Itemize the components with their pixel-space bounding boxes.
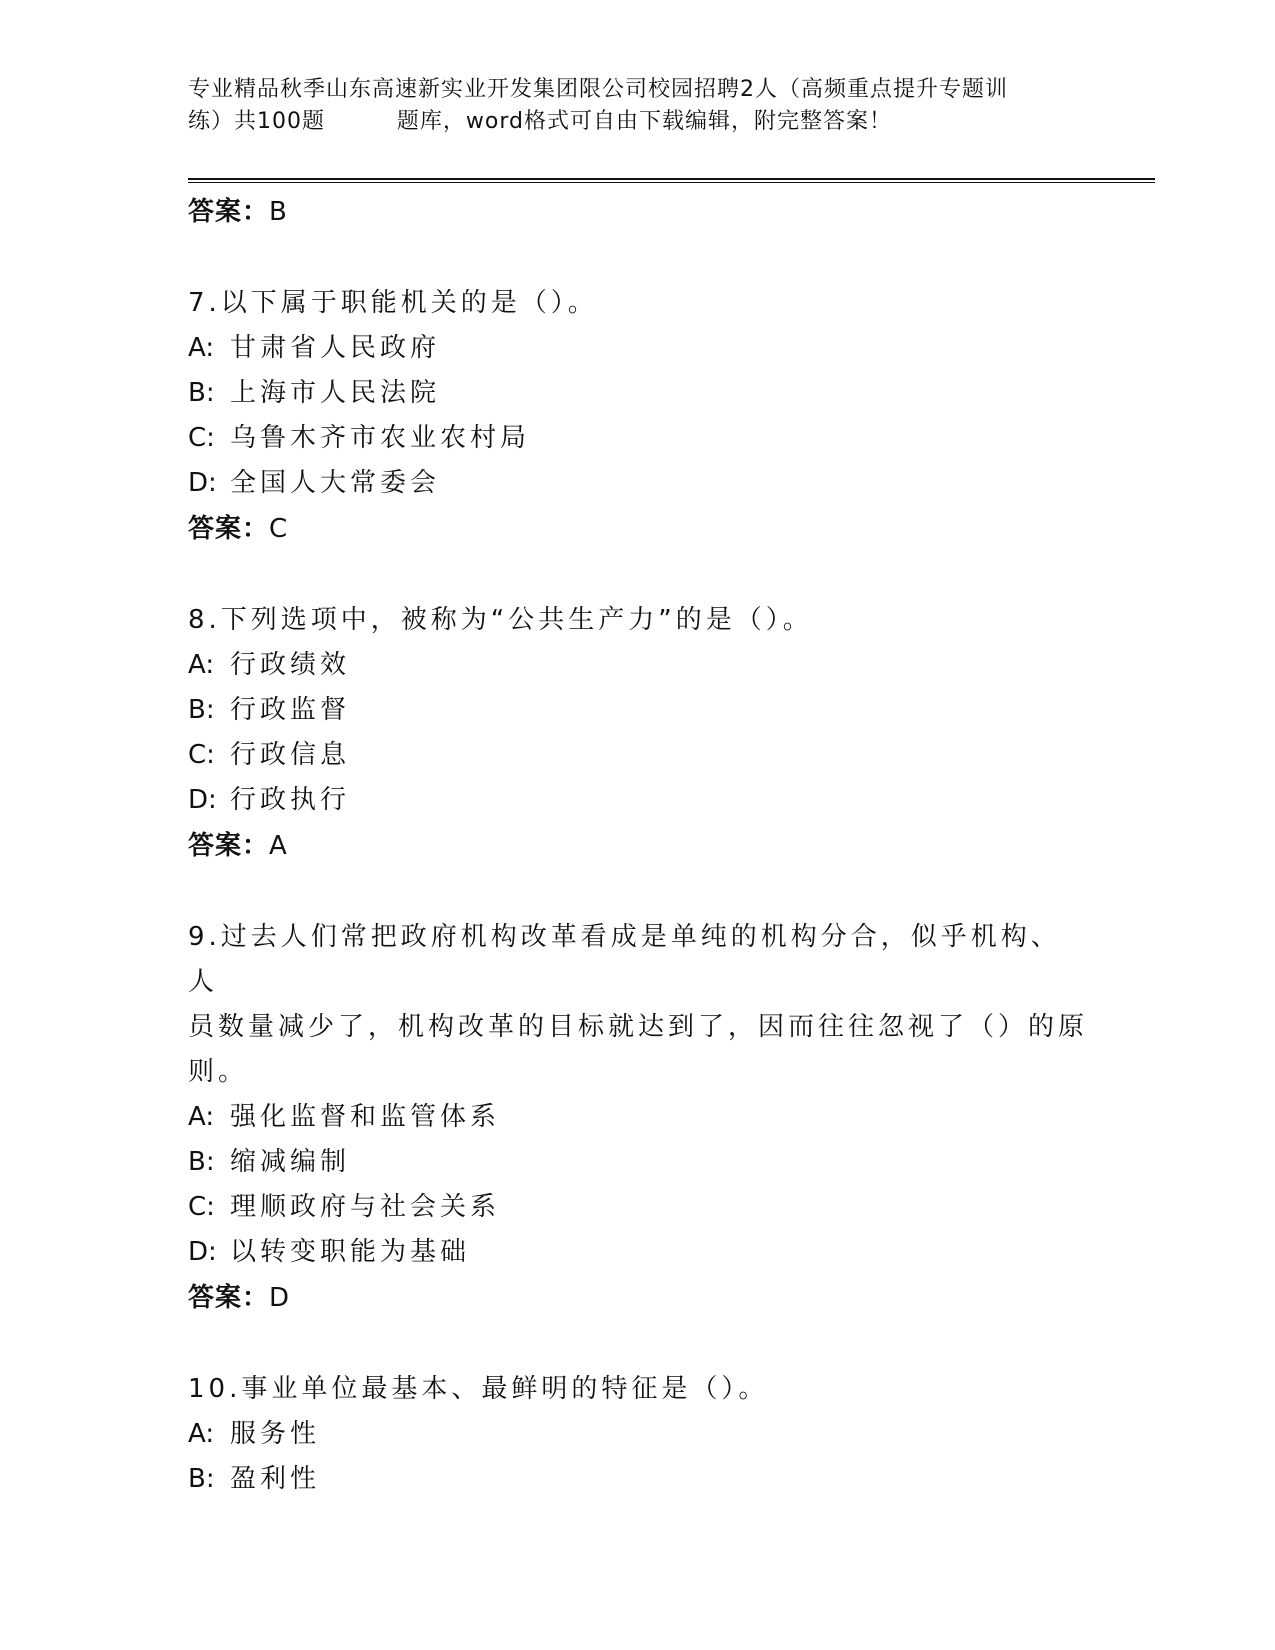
answer-line <box>188 506 1088 552</box>
header-title-line-1: 专业精品秋季山东高速新实业开发集团限公司校园招聘2人（高频重点提升专题训 <box>188 77 1008 102</box>
option-a <box>188 1095 1088 1140</box>
answer-value: A <box>269 831 288 861</box>
option-key: A: <box>188 1102 215 1132</box>
question-list <box>188 189 1088 1502</box>
question-8 <box>188 598 1088 869</box>
option-key: A: <box>188 650 215 680</box>
question-stem: 8.下列选项中，被称为“公共生产力”的是（）。 <box>188 605 813 635</box>
option-key: C: <box>188 740 215 770</box>
question-9 <box>188 915 1088 1321</box>
option-text: 行政信息 <box>230 740 351 770</box>
option-text: 行政监督 <box>230 695 351 725</box>
option-c <box>188 416 1088 461</box>
option-c <box>188 1185 1088 1230</box>
option-d <box>188 461 1088 506</box>
option-text: 行政绩效 <box>230 650 351 680</box>
answer-value: B <box>269 197 288 227</box>
option-d <box>188 1230 1088 1275</box>
question-stem-line-1: 9.过去人们常把政府机构改革看成是单纯的机构分合，似乎机构、人 <box>188 922 1061 997</box>
option-c <box>188 733 1088 778</box>
option-key: D: <box>188 468 217 498</box>
option-a <box>188 643 1088 688</box>
option-key: A: <box>188 1419 215 1449</box>
answer-label: 答案： <box>188 514 270 544</box>
option-b <box>188 371 1088 416</box>
option-key: B: <box>188 1147 215 1177</box>
option-text: 行政执行 <box>230 785 351 815</box>
option-key: C: <box>188 1192 215 1222</box>
answer-value: D <box>269 1283 291 1313</box>
option-b <box>188 1140 1088 1185</box>
option-a <box>188 326 1088 371</box>
option-text: 服务性 <box>230 1419 321 1449</box>
option-a <box>188 1412 1088 1457</box>
option-key: A: <box>188 333 215 363</box>
option-d <box>188 778 1088 823</box>
option-text: 盈利性 <box>230 1464 321 1494</box>
question-10 <box>188 1367 1088 1502</box>
option-b <box>188 688 1088 733</box>
question-7 <box>188 281 1088 552</box>
option-text: 全国人大常委会 <box>230 468 441 498</box>
option-text: 以转变职能为基础 <box>230 1237 471 1267</box>
option-text: 理顺政府与社会关系 <box>230 1192 501 1222</box>
option-text: 强化监督和监管体系 <box>230 1102 501 1132</box>
option-key: B: <box>188 695 215 725</box>
option-key: B: <box>188 378 215 408</box>
answer-label: 答案： <box>188 831 270 861</box>
header-title-line-2: 练）共100题 题库，word格式可自由下载编辑，附完整答案！ <box>188 109 893 134</box>
option-key: B: <box>188 1464 215 1494</box>
question-stem-line-2: 员数量减少了，机构改革的目标就达到了，因而往往忽视了（）的原 <box>188 1012 1089 1042</box>
answer-label: 答案： <box>188 1283 270 1313</box>
spacer <box>188 235 1088 281</box>
question-stem-line-3: 则。 <box>188 1057 249 1087</box>
question-stem: 7.以下属于职能机关的是（）。 <box>188 288 598 318</box>
option-text: 上海市人民法院 <box>230 378 441 408</box>
header-divider-thick <box>188 178 1155 180</box>
page-header <box>188 74 1088 138</box>
spacer <box>188 552 1088 598</box>
question-stem: 10.事业单位最基本、最鲜明的特征是（）。 <box>188 1374 769 1404</box>
option-text: 缩减编制 <box>230 1147 351 1177</box>
option-key: D: <box>188 1237 217 1267</box>
answer-line <box>188 823 1088 869</box>
answer-line <box>188 1275 1088 1321</box>
spacer <box>188 1321 1088 1367</box>
header-divider-thin <box>188 182 1155 183</box>
answer-value: C <box>269 514 289 544</box>
option-key: C: <box>188 423 215 453</box>
spacer <box>188 869 1088 915</box>
answer-line-prev <box>188 189 1088 235</box>
option-key: D: <box>188 785 217 815</box>
option-text: 甘肃省人民政府 <box>230 333 441 363</box>
answer-label: 答案： <box>188 197 270 227</box>
option-text: 乌鲁木齐市农业农村局 <box>230 423 531 453</box>
option-b <box>188 1457 1088 1502</box>
